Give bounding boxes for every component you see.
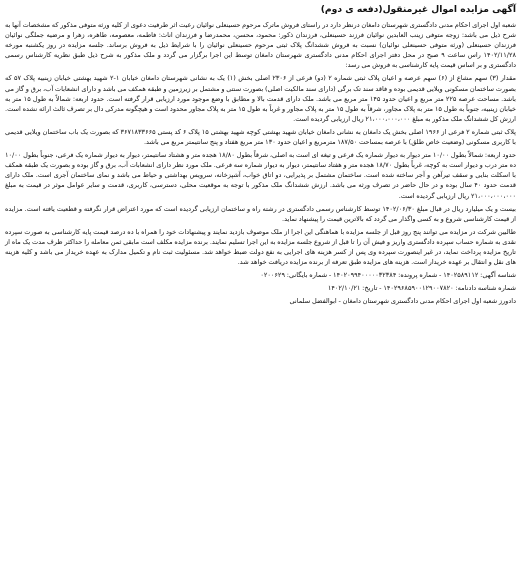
property-one-paragraph: مقدار (۳) سهم مشاع از (۶) سهم عرصه و اعیان پلاک ثبتی شماره ۲ (دو) فرعی از ۲۳۰۶ اصلی بخش (۱) یک به نشانی شهرستان دامغان خیابان ۱-۲ شهید بهشتی خیابان زینبیه پلاک ۵۷ که بصورت ساختمان مسکونی ویلایی قدیمی بوده و فاقد سند تک برگی (دارای سند مالکیت اصلی) بصورت سنتی و مشتمل بر زیرزمین و طبقه همکف می باشد و دارای انشعابات آب، برق و گاز می باشد. مساحت عرصه ۲۲۵ متر مربع و اعیان حدود ۱۴۵ متر مربع می باشد. ملک دارای قدمت بالا و مطابق با وضع موجود مورد ارزیابی قرار گرفته است. حدود اربعه: شمالاً به طول ۱۵ متر به خیابان زینبیه، جنوباً به طول ۱۵ متر به پلاک مجاور، شرقاً به طول ۱۵ متر به پلاک مجاور و غرباً به طول ۱۵ متر به پلاک مجاور محدود است و هیچگونه مدرکی دال بر تصرف ثالث ارائه نشده است. ارزش کل ششدانگ ملک مذکور به مبلغ ۲۱،۰۰۰،۰۰۰،۰۰۰ ریال ارزیابی گردیده است.: [5, 74, 517, 123]
signature-line: دادورز شعبه اول اجرای احکام مدنی دادگستری شهرستان دامغان - ابوالفضل سلمانی: [289, 297, 516, 306]
valuation-paragraph: بیست و یک میلیارد ریال در قبال مبلغ ۱۴۰۲/۰۶/۳۰ توسط کارشناس رسمی دادگستری در رشته راه و ساختمان ارزیابی گردیده است که مورد اعتراض قرار نگرفته و قطعیت یافته است. مزایده از قیمت کارشناسی شروع و به کسی واگذار می گردد که بالاترین قیمت را پیشنهاد نماید.: [5, 204, 516, 223]
notice-id-line: شناسه آگهی: ۱۴۰۲۵۸۹۱۱۲ - شماره پرونده: ۱۴۰۲۰۹۹۴۰۰۰۰۰۳۲۳۸۴ - شماره بایگانی: ۰۲۰۰۶۲۹: [260, 271, 516, 280]
notice-intro-paragraph: شعبه اول اجرای احکام مدنی دادگستری شهرستان دامغان درنظر دارد در راستای فروش ماترک مرحوم حسینعلی نوائیان رعیت اثر طرفیت دعوی از کلیه ورثه متوفی مذکور که مشخصات آنها به شرح ذیل می باشد: زوجه متوفی زینب العابدین نوائیان فرزند حسینعلی، فرزندان ذکور: محمود، محسن، محمدرضا و فرزندان اناث: فاطمه، معصومه، طاهره، زهرا و مرضیه جملگی نوائیان فرزندان حسینعلی (ورثه متوفی حسینعلی نوائیان) نسبت به فروش ششدانگ پلاک ثبتی مرحوم حسینعلی نوائیان را با شرایط ذیل به فروش برساند. جلسه مزایده در روز یکشنبه مورخه ۱۴۰۲/۱۱/۲۸ راس ساعت ۹ صبح در محل دفتر اجرای احکام مدنی دادگستری شهرستان دامغان توسط این اجرا برگزار می گردد و ملک مذکور به شرح ذیل طبق نظریه کارشناس رسمی دادگستری و بر اساس قیمت پایه کارشناسی به فروش می رسد:: [5, 21, 516, 70]
case-number-line: شماره شناسه دادنامه: ۱۴۰۲۹۶۸۵۹۰۰۱۲۹۰۰۷۸۲۰ - تاریخ: ۱۴۰۲/۱۰/۲۱: [327, 284, 516, 293]
notice-title: آگهی مزایده اموال غیرمنقول(دفعه ی دوم): [320, 4, 516, 15]
property-two-paragraph: پلاک ثبتی شماره ۲ فرعی از ۱۹۶۶ اصلی بخش یک دامغان به نشانی دامغان خیابان شهید بهشتی کوچه شهید بهشتی ۱۵ پلاک ۶ کد پستی ۳۶۷۱۸۳۳۶۶۵ که بصورت یک باب ساختمان ویلایی قدیمی با کاربری مسکونی (وضعیت خاص طلق) با عرصه بمساحت ۱۸۷/۵۰ مترمربع و اعیان حدود ۱۳۰ متر مربع هفتاد و پنج سانتیمتر مربع می باشد.: [5, 127, 516, 147]
boundaries-paragraph: حدود اربعه: شمالاً بطول ۱۰/۰۰ متر دیوار به دیوار شماره یک فرعی و تیغه ای است به اصلی، شرقاً بطول ۱۸/۸۰ هجده متر و هشتاد سانتیمتر، دیوار به دیوار شماره یک فرعی، جنوباً بطول ۱۰/۰۰ ده متر درب و دیوار است به کوچه، غرباً بطول ۱۸/۷۰ هجده متر و هفتاد سانتیمتر، دیوار به دیوار شماره سه فرعی. ملک مورد نظر دارای انشعابات آب، برق و گاز بوده و بصورت یک طبقه همکف با اسکلت بنایی و سقف تیرآهن و آجر ساخته شده است. ساختمان مشتمل بر پذیرایی، دو اتاق خواب، آشپزخانه، سرویس بهداشتی و حیاط می باشد و نمای ساختمان آجری است. ملک دارای قدمت حدود ۴۰ سال بوده و در حال حاضر در تصرف ورثه می باشد. ارزش ششدانگ ملک مذکور با توجه به موقعیت محلی، دسترسی، کاربری، قدمت و سایر عوامل موثر در قیمت به مبلغ ۲۱،۰۰۰،۰۰۰،۰۰۰ ریال ارزیابی گردیده است.: [5, 151, 517, 200]
auction-terms-paragraph: طالبین شرکت در مزایده می توانند پنج روز قبل از جلسه مزایده با هماهنگی این اجرا از ملک موصوف بازدید نمایند و پیشنهادات خود را همراه با ده درصد قیمت پایه کارشناسی به صورت سپرده نقدی به شماره حساب سپرده دادگستری واریز و فیش آن را تا قبل از شروع جلسه مزایده به این اجرا تسلیم نمایند. برنده مزایده مکلف است مابقی ثمن معامله را حداکثر ظرف مدت یک ماه از تاریخ مزایده پرداخت نماید، در غیر اینصورت سپرده وی پس از کسر هزینه های اجرایی به نفع دولت ضبط خواهد شد. مسئولیت ثبت نام و تکمیل مدارک به عهده خریدار می باشد و کلیه هزینه های نقل و انتقال بر عهده خریدار است. هزینه های مزایده طبق تعرفه از برنده مزایده دریافت خواهد شد.: [5, 227, 516, 267]
